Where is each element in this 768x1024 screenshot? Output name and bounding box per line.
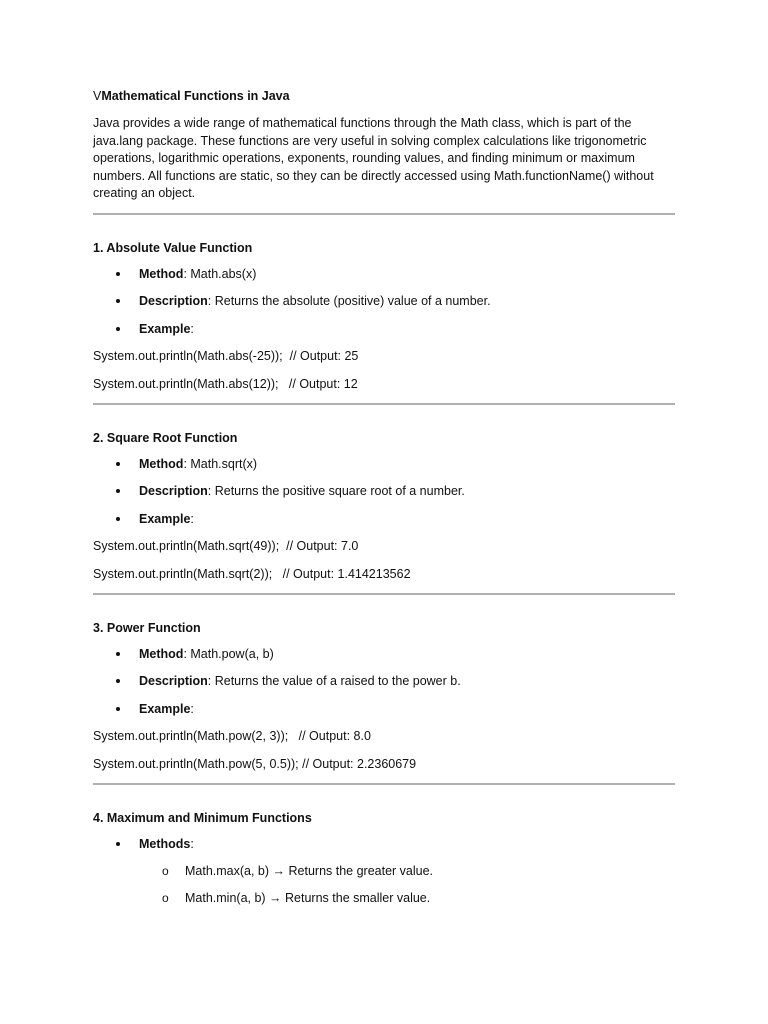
bullet-method	[93, 455, 675, 473]
example-label: Example	[139, 511, 191, 526]
section-square-root	[93, 429, 675, 583]
method-label: Method	[139, 266, 184, 281]
circle-bullet-icon: o	[162, 891, 169, 906]
example-colon: :	[190, 321, 194, 336]
section-divider	[93, 593, 675, 595]
bullet-example	[93, 700, 675, 718]
bullet-dot-icon	[116, 652, 120, 656]
document-title	[93, 87, 675, 105]
bullet-description	[93, 672, 675, 690]
bullet-dot-icon	[116, 462, 120, 466]
title-prefix: V	[93, 89, 102, 103]
title-text: Mathematical Functions in Java	[101, 89, 290, 103]
section-power	[93, 619, 675, 773]
method-text: : Math.pow(a, b)	[183, 646, 274, 661]
description-label: Description	[139, 674, 208, 689]
bullet-description	[93, 292, 675, 310]
sub-list	[93, 862, 675, 908]
code-line: System.out.println(Math.pow(2, 3)); // Output: 8.0	[93, 729, 371, 744]
bullet-dot-icon	[116, 489, 120, 493]
intro-paragraph: Java provides a wide range of mathematical functions through the Math class, which is part of the java.lang package. These functions are very useful in solving complex calculations like trigonometric operations, logarithmic operations, exponents, rounding values, and finding minimum or maximum numbers. All functions are static, so they can be directly accessed using Math.functionName() without creating an object.	[93, 116, 654, 201]
section-max-min	[93, 809, 675, 908]
bullet-method	[93, 645, 675, 663]
example-label: Example	[139, 701, 191, 716]
section-divider	[93, 403, 675, 405]
code-line: System.out.println(Math.abs(-25)); // Output: 25	[93, 349, 359, 364]
sub-item-text: Math.max(a, b) → Returns the greater value.	[185, 863, 434, 878]
method-label: Method	[139, 456, 184, 471]
code-line: System.out.println(Math.abs(12)); // Output: 12	[93, 376, 358, 391]
bullet-list	[93, 455, 675, 528]
method-label: Method	[139, 646, 184, 661]
section-title: 3. Power Function	[93, 620, 201, 635]
bullet-list	[93, 265, 675, 338]
bullet-dot-icon	[116, 299, 120, 303]
methods-label: Methods	[139, 836, 191, 851]
bullet-dot-icon	[116, 517, 120, 521]
section-title: 4. Maximum and Minimum Functions	[93, 810, 312, 825]
description-text: : Returns the value of a raised to the power b.	[207, 674, 461, 689]
code-line: System.out.println(Math.sqrt(2)); // Output: 1.414213562	[93, 566, 411, 581]
bullet-dot-icon	[116, 679, 120, 683]
bullet-list	[93, 645, 675, 718]
section-divider	[93, 783, 675, 785]
example-colon: :	[190, 511, 194, 526]
section-divider	[93, 213, 675, 215]
code-line: System.out.println(Math.sqrt(49)); // Output: 7.0	[93, 539, 359, 554]
bullet-dot-icon	[116, 327, 120, 331]
section-title: 1. Absolute Value Function	[93, 240, 253, 255]
document-page	[93, 87, 675, 917]
description-label: Description	[139, 484, 208, 499]
sub-item-max	[93, 862, 675, 880]
method-text: : Math.abs(x)	[183, 266, 257, 281]
bullet-method	[93, 265, 675, 283]
description-label: Description	[139, 294, 208, 309]
section-title: 2. Square Root Function	[93, 430, 238, 445]
sub-item-text: Math.min(a, b) → Returns the smaller value.	[185, 891, 431, 906]
methods-colon: :	[190, 836, 194, 851]
bullet-dot-icon	[116, 272, 120, 276]
section-absolute	[93, 239, 675, 393]
bullet-methods	[93, 835, 675, 908]
example-label: Example	[139, 321, 191, 336]
bullet-description	[93, 482, 675, 500]
description-text: : Returns the absolute (positive) value of a number.	[207, 294, 491, 309]
bullet-dot-icon	[116, 842, 120, 846]
example-colon: :	[190, 701, 194, 716]
bullet-dot-icon	[116, 707, 120, 711]
bullet-example	[93, 320, 675, 338]
bullet-example	[93, 510, 675, 528]
sub-item-min	[93, 889, 675, 907]
method-text: : Math.sqrt(x)	[183, 456, 258, 471]
circle-bullet-icon: o	[162, 863, 169, 878]
description-text: : Returns the positive square root of a number.	[207, 484, 465, 499]
code-line: System.out.println(Math.pow(5, 0.5)); // Output: 2.2360679	[93, 756, 417, 771]
bullet-list	[93, 835, 675, 908]
